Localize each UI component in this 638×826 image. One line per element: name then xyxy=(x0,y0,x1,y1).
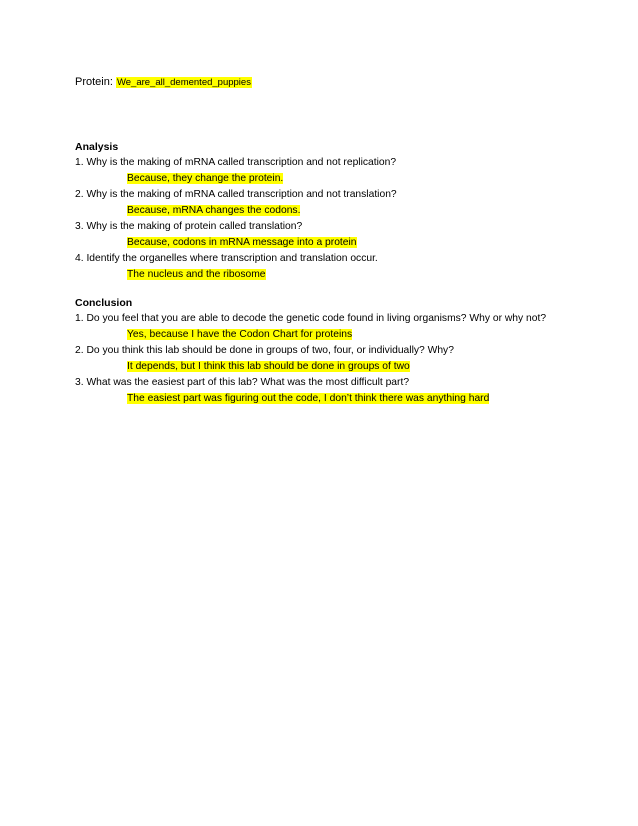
conclusion-answer-2: It depends, but I think this lab should be done in groups of two xyxy=(127,361,410,372)
analysis-answer-3: Because, codons in mRNA message into a protein xyxy=(127,237,357,248)
analysis-question-3: 3. Why is the making of protein called translation? xyxy=(75,221,303,232)
analysis-answer-1: Because, they change the protein. xyxy=(127,173,284,184)
conclusion-question-3: 3. What was the easiest part of this lab? What was the most difficult part? xyxy=(75,377,410,388)
protein-line xyxy=(75,75,252,90)
conclusion-answer-row-3 xyxy=(75,391,615,407)
conclusion-question-1: 1. Do you feel that you are able to decode the genetic code found in living organisms? Why or why not? xyxy=(75,313,547,324)
analysis-answer-4: The nucleus and the ribosome xyxy=(127,269,266,280)
analysis-question-2: 2. Why is the making of mRNA called transcription and not translation? xyxy=(75,189,397,200)
analysis-answer-row-3 xyxy=(75,235,615,251)
conclusion-answer-3: The easiest part was figuring out the code, I don’t think there was anything hard xyxy=(127,393,490,404)
conclusion-answer-1: Yes, because I have the Codon Chart for proteins xyxy=(127,329,353,340)
analysis-question-1: 1. Why is the making of mRNA called transcription and not replication? xyxy=(75,157,397,168)
analysis-question-4: 4. Identify the organelles where transcription and translation occur. xyxy=(75,253,378,264)
analysis-answer-row-2 xyxy=(75,203,615,219)
conclusion-heading: Conclusion xyxy=(75,297,133,309)
protein-value: We_are_all_demented_puppies xyxy=(116,77,251,88)
conclusion-section xyxy=(75,295,615,407)
conclusion-answer-row-2 xyxy=(75,359,615,375)
analysis-heading: Analysis xyxy=(75,141,119,153)
conclusion-answer-row-1 xyxy=(75,327,615,343)
conclusion-question-2: 2. Do you think this lab should be done in groups of two, four, or individually? Why? xyxy=(75,345,454,356)
protein-label: Protein: xyxy=(75,76,116,88)
analysis-section xyxy=(75,139,615,283)
analysis-answer-row-1 xyxy=(75,171,615,187)
analysis-answer-2: Because, mRNA changes the codons. xyxy=(127,205,301,216)
analysis-answer-row-4 xyxy=(75,267,615,283)
